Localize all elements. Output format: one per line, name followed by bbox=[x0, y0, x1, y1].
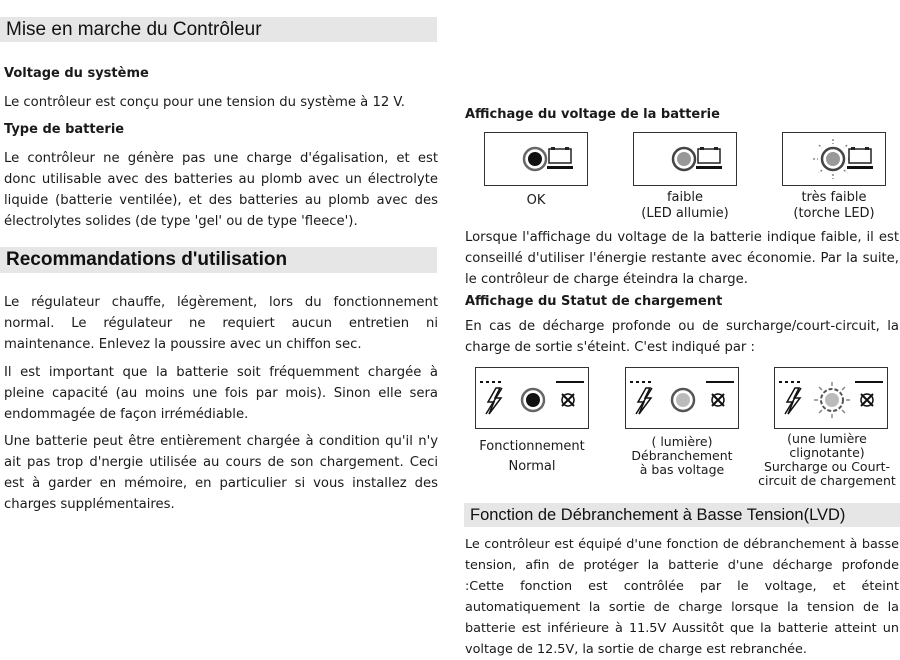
led-icon bbox=[673, 148, 695, 170]
lvd-text: Le contrôleur est équipé d'une fonction de débranchement à basse tension, afin de protéger la batterie d'une décharge profonde :Cette fonction est contrôlée par le voltage, et éteint automatiquement la sortie de charge lorsque la tension de la batterie est inférieure à 11.5V Aussitôt que la batterie atteint un voltage de 12.5V, la sortie de charge est rebranchée. bbox=[465, 537, 899, 657]
battery-state-ok-box bbox=[484, 132, 588, 186]
battery-state-faible-label: faible (LED allumie) bbox=[641, 190, 729, 221]
battery-icon bbox=[696, 147, 722, 169]
charge-status-title: Affichage du Statut de chargement bbox=[465, 294, 723, 309]
battery-state-faible-box bbox=[633, 132, 737, 186]
led-icon bbox=[813, 139, 853, 179]
heading-mise-en-marche: Mise en marche du Contrôleur bbox=[0, 17, 437, 42]
battery-state-tres-faible-label: très faible (torche LED) bbox=[793, 190, 875, 221]
heading-lvd: Fonction de Débranchement à Basse Tension(LVD) bbox=[464, 503, 900, 527]
charge-state-overload-label: (une lumière clignotante) Surcharge ou Court- circuit de chargement bbox=[758, 431, 896, 488]
battery-state-tres-faible-box bbox=[782, 132, 886, 186]
recommandation-p1: Le régulateur chauffe, légèrement, lors du fonctionnement normal. Le régulateur ne requiert aucun entretien ni maintenance. Enlevez la poussire avec un chiffon sec. bbox=[4, 295, 438, 352]
led-icon bbox=[524, 148, 546, 170]
heading-recommandations: Recommandations d'utilisation bbox=[0, 247, 437, 273]
load-lamp-icon bbox=[562, 394, 574, 406]
led-icon bbox=[522, 389, 544, 411]
lightning-icon bbox=[636, 388, 652, 414]
battery-type-text: Le contrôleur ne génère pas une charge d'égalisation, et est donc utilisable avec des batteries au plomb avec un électrolyte liquide (batterie ventilée), et des batteries au plomb avec des électrolytes solides (de type 'gel' ou de type 'fleece'). bbox=[4, 151, 438, 229]
system-voltage-title: Voltage du système bbox=[4, 66, 149, 81]
load-lamp-icon bbox=[861, 394, 873, 406]
battery-low-text: Lorsque l'affichage du voltage de la batterie indique faible, il est conseillé d'utiliser l'énergie restante avec économie. Par la suite, le contrôleur de charge éteindra la charge. bbox=[465, 230, 899, 287]
lightning-icon bbox=[486, 388, 502, 414]
system-voltage-text: Le contrôleur est conçu pour une tension du système à 12 V. bbox=[4, 95, 405, 110]
battery-icon bbox=[547, 147, 573, 169]
lightning-icon bbox=[785, 388, 801, 414]
battery-icon bbox=[847, 147, 873, 169]
charge-state-overload-box bbox=[774, 367, 888, 429]
battery-type-title: Type de batterie bbox=[4, 122, 125, 137]
charge-state-normal-box bbox=[475, 367, 589, 429]
recommandation-p2: Il est important que la batterie soit fréquemment chargée à pleine capacité (au moins une fois par mois). Sinon elle sera endommagée de façon irrémédiable. bbox=[4, 365, 438, 422]
recommandation-p3: Une batterie peut être entièrement chargée à condition qu'il n'y ait pas trop d'nergie utilisée au cours de son chargement. Ceci est à garder en mémoire, en particulier si vous installez des charges supplémentaires. bbox=[4, 434, 438, 512]
load-lamp-icon bbox=[712, 394, 724, 406]
charge-state-low-voltage-box bbox=[625, 367, 739, 429]
battery-state-ok-label: OK bbox=[526, 193, 546, 208]
led-icon bbox=[814, 382, 850, 418]
charge-state-normal-label: Fonctionnement Normal bbox=[479, 439, 585, 474]
charge-state-low-voltage-label: ( lumière) Débranchement à bas voltage bbox=[631, 434, 733, 477]
led-icon bbox=[672, 389, 694, 411]
battery-display-title: Affichage du voltage de la batterie bbox=[465, 107, 720, 122]
charge-status-text: En cas de décharge profonde ou de surcharge/court-circuit, la charge de sortie s'éteint. C'est indiqué par : bbox=[465, 319, 899, 355]
